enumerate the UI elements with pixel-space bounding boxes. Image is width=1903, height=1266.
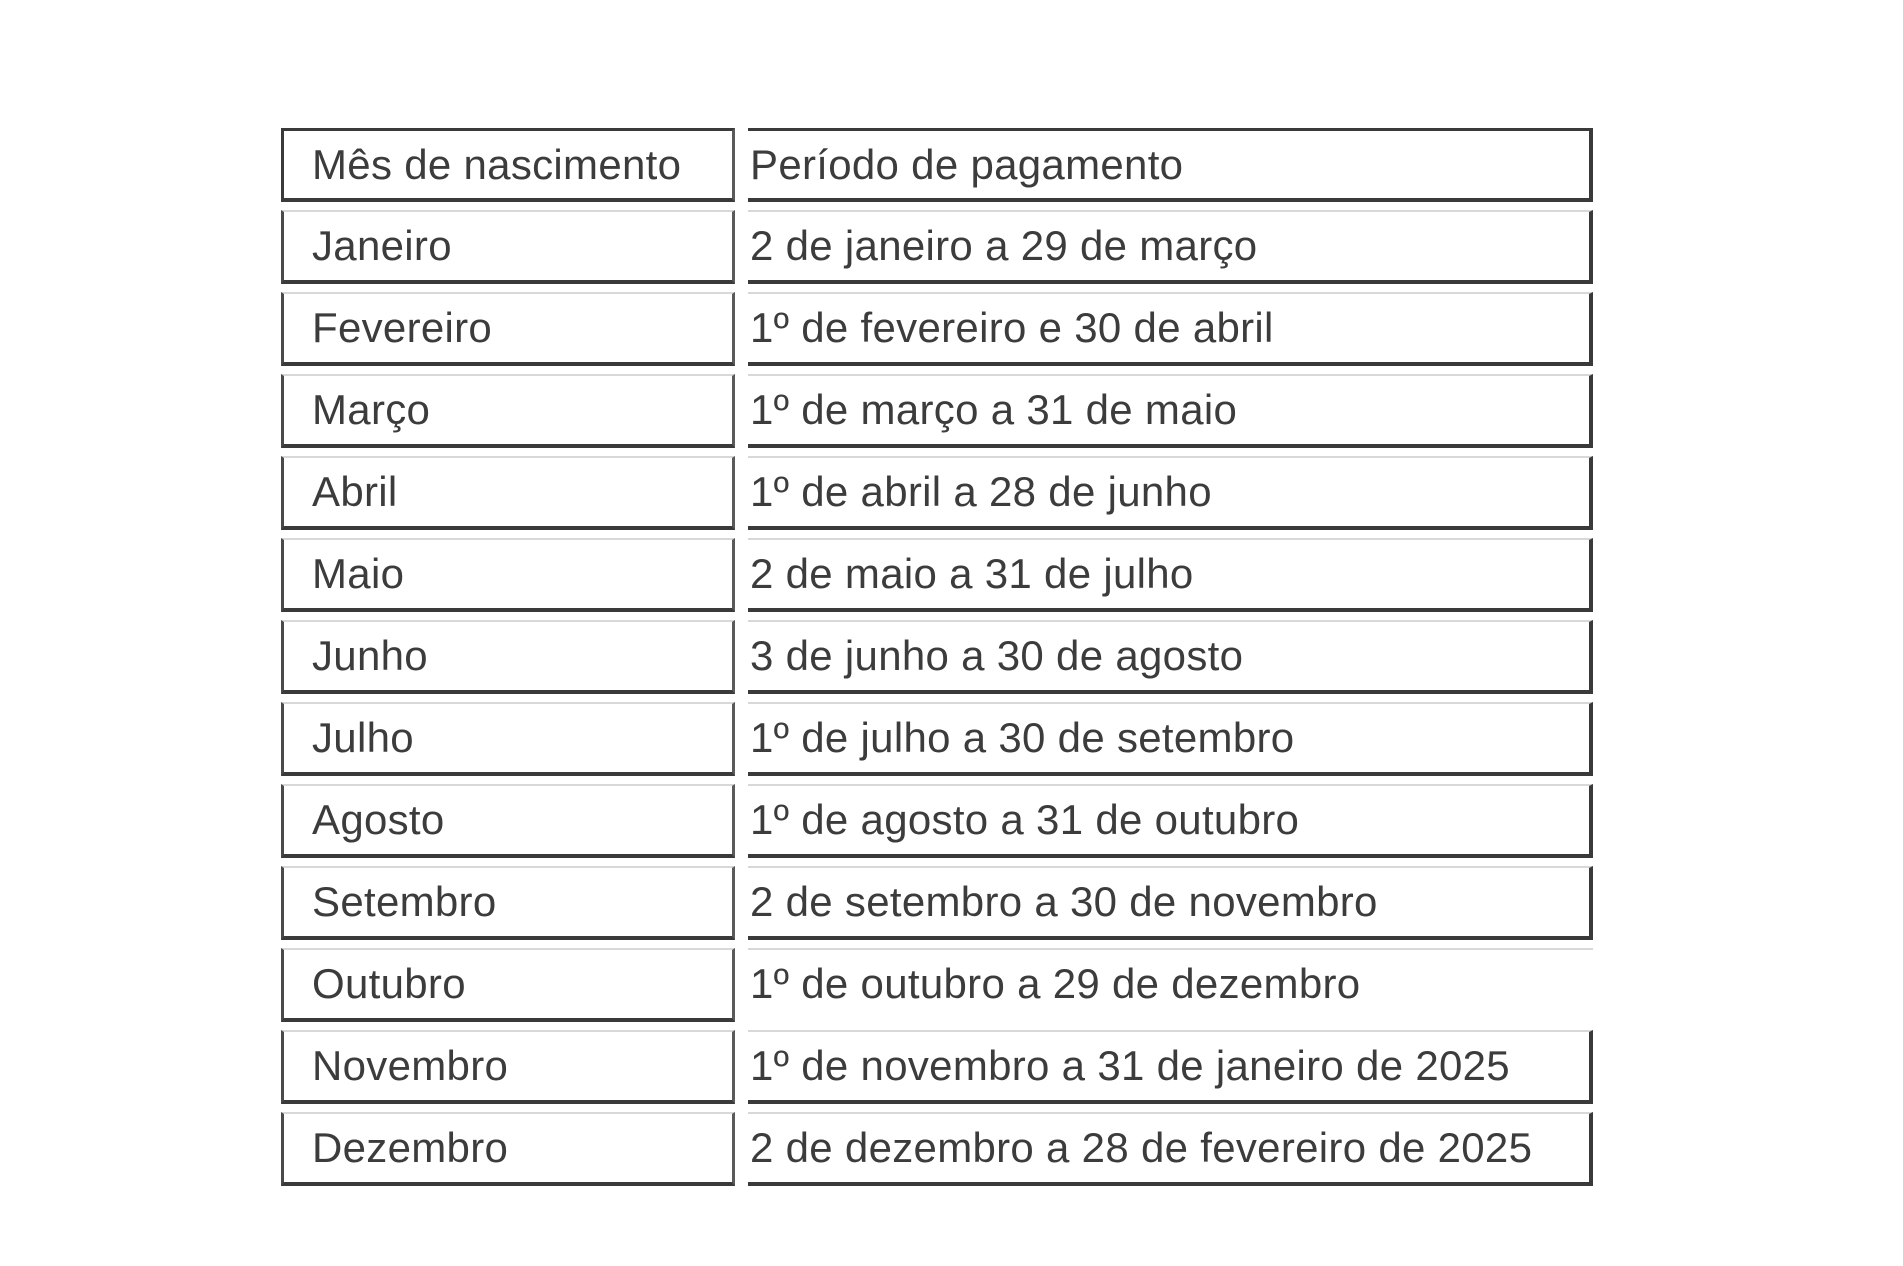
table-row — [281, 620, 1593, 702]
birth-month-cell: Setembro — [281, 866, 735, 940]
table-row — [281, 866, 1593, 948]
birth-month-cell: Janeiro — [281, 210, 735, 284]
table-row — [281, 538, 1593, 620]
birth-month-cell: Fevereiro — [281, 292, 735, 366]
table-row — [281, 456, 1593, 538]
payment-period-cell: 1º de fevereiro e 30 de abril — [748, 292, 1593, 366]
birth-month-cell: Março — [281, 374, 735, 448]
table-row — [281, 374, 1593, 456]
payment-period-cell: 1º de março a 31 de maio — [748, 374, 1593, 448]
table-row — [281, 1030, 1593, 1112]
payment-period-cell: 1º de agosto a 31 de outubro — [748, 784, 1593, 858]
birth-month-cell: Julho — [281, 702, 735, 776]
birth-month-cell: Maio — [281, 538, 735, 612]
payment-period-cell: 2 de janeiro a 29 de março — [748, 210, 1593, 284]
table-row — [281, 1112, 1593, 1194]
header-birth-month: Mês de nascimento — [281, 128, 735, 202]
birth-month-cell: Outubro — [281, 948, 735, 1022]
table-row — [281, 210, 1593, 292]
birth-month-cell: Agosto — [281, 784, 735, 858]
birth-month-cell: Novembro — [281, 1030, 735, 1104]
payment-schedule-table — [281, 128, 1593, 1194]
payment-period-cell: 1º de julho a 30 de setembro — [748, 702, 1593, 776]
payment-period-cell: 2 de dezembro a 28 de fevereiro de 2025 — [748, 1112, 1593, 1186]
table-row — [281, 292, 1593, 374]
table-row — [281, 784, 1593, 866]
payment-period-cell: 2 de setembro a 30 de novembro — [748, 866, 1593, 940]
table-row — [281, 948, 1593, 1030]
header-payment-period: Período de pagamento — [748, 128, 1593, 202]
payment-period-cell: 2 de maio a 31 de julho — [748, 538, 1593, 612]
payment-period-cell: 1º de abril a 28 de junho — [748, 456, 1593, 530]
table-row — [281, 702, 1593, 784]
payment-period-cell: 1º de outubro a 29 de dezembro — [748, 948, 1593, 1022]
payment-period-cell: 1º de novembro a 31 de janeiro de 2025 — [748, 1030, 1593, 1104]
birth-month-cell: Abril — [281, 456, 735, 530]
birth-month-cell: Dezembro — [281, 1112, 735, 1186]
payment-period-cell: 3 de junho a 30 de agosto — [748, 620, 1593, 694]
table-header-row — [281, 128, 1593, 210]
birth-month-cell: Junho — [281, 620, 735, 694]
